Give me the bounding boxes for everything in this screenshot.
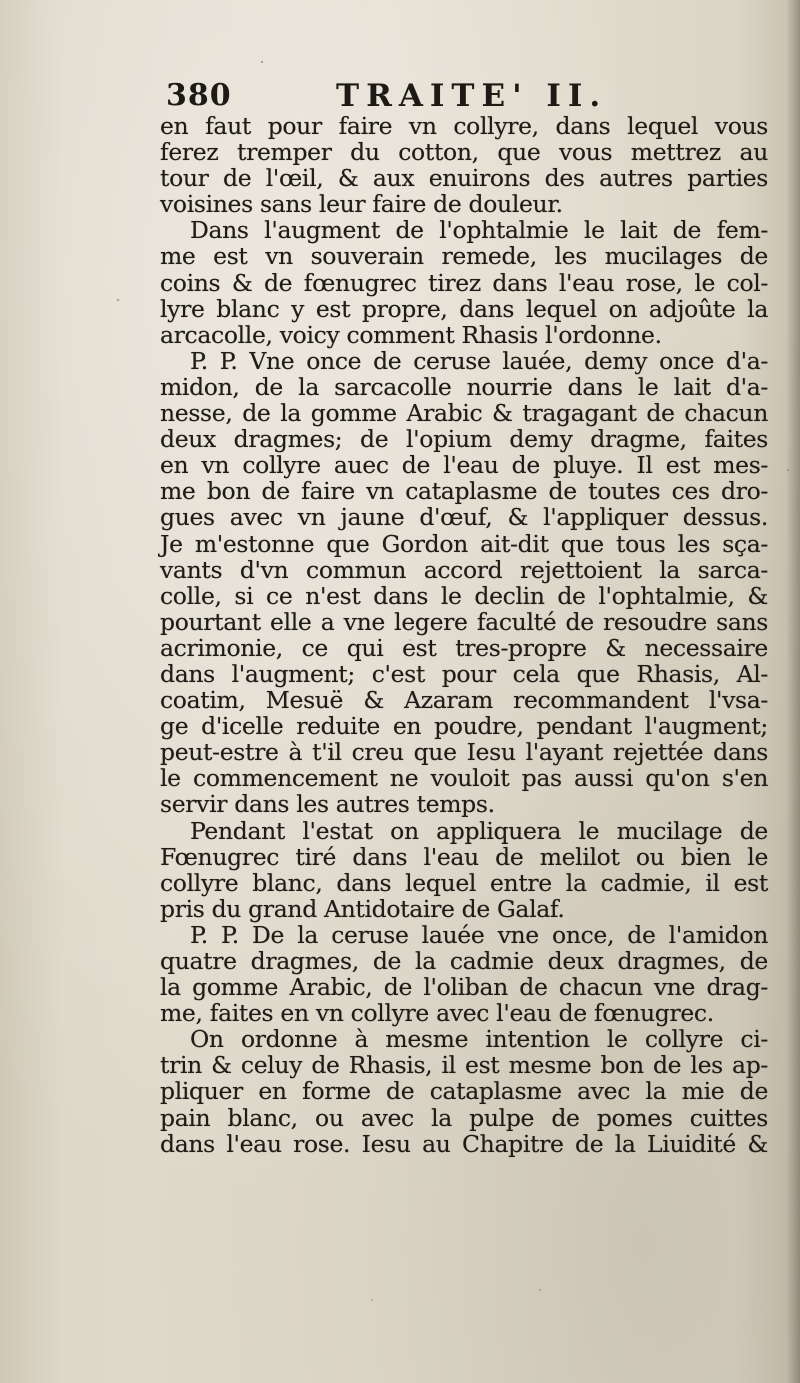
text-line: vants d'vn commun accord rejettoient la sarca- [160, 555, 768, 584]
text-line: P. P. De la ceruse lauée vne once, de l'amidon [190, 920, 768, 949]
text-line: dans l'eau rose. Iesu au Chapitre de la Liuidité & [160, 1129, 768, 1158]
text-line: ge d'icelle reduite en poudre, pendant l'augment; [160, 712, 768, 741]
text-line: lyre blanc y est propre, dans lequel on adjoûte la [160, 294, 768, 323]
text-line: gues avec vn jaune d'œuf, & l'appliquer dessus. [160, 503, 768, 532]
text-line: en vn collyre auec de l'eau de pluye. Il est mes- [160, 451, 768, 480]
text-line: me bon de faire vn cataplasme de toutes ces dro- [160, 477, 768, 506]
text-line: me est vn souverain remede, les mucilages de [160, 242, 768, 271]
text-line: en faut pour faire vn collyre, dans lequel vous [160, 112, 768, 140]
text-line: Je m'estonne que Gordon ait-dit que tous les sça- [160, 529, 768, 558]
text-line: nesse, de la gomme Arabic & tragagant de chacun [160, 399, 768, 428]
text-line: coins & de fœnugrec tirez dans l'eau rose, le col- [160, 268, 768, 297]
text-line: le commencement ne vouloit pas aussi qu'on s'en [160, 764, 768, 793]
running-title: TRAITE' II. [336, 78, 608, 114]
text-line: pris du grand Antidotaire de Galaf. [160, 894, 565, 923]
text-line: P. P. Vne once de ceruse lauée, demy once d'a- [190, 346, 768, 375]
text-line: arcacolle, voicy comment Rhasis l'ordonne. [160, 320, 662, 349]
text-line: me, faites en vn collyre avec l'eau de fœnugrec. [160, 999, 714, 1028]
text-line: Dans l'augment de l'ophtalmie le lait de fem- [190, 216, 768, 245]
text-line: Pendant l'estat on appliquera le mucilage de [190, 816, 768, 845]
text-line: On ordonne à mesme intention le collyre ci- [190, 1025, 768, 1054]
text-line: trin & celuy de Rhasis, il est mesme bon de les ap- [160, 1051, 768, 1080]
text-line: Fœnugrec tiré dans l'eau de melilot ou bien le [160, 842, 768, 871]
page-number: 380 [166, 78, 232, 113]
text-line: dans l'augment; c'est pour cela que Rhasis, Al- [160, 659, 768, 688]
text-line: pourtant elle a vne legere faculté de resoudre sans [160, 607, 768, 636]
text-line: voisines sans leur faire de douleur. [160, 190, 563, 219]
text-line: pain blanc, ou avec la pulpe de pomes cuittes [160, 1103, 768, 1132]
text-line: ferez tremper du cotton, que vous mettrez au [160, 138, 768, 167]
text-line: midon, de la sarcacolle nourrie dans le lait d'a- [160, 372, 768, 401]
text-line: colle, si ce n'est dans le declin de l'ophtalmie, & [160, 581, 768, 610]
body-text [160, 113, 768, 1157]
text-line: quatre dragmes, de la cadmie deux dragmes, de [160, 947, 768, 975]
text-line: deux dragmes; de l'opium demy dragme, faites [160, 425, 768, 454]
text-line: la gomme Arabic, de l'oliban de chacun vne drag- [160, 973, 768, 1002]
page-gutter-shadow [786, 0, 800, 1383]
text-line: collyre blanc, dans lequel entre la cadmie, il est [160, 868, 768, 897]
text-line: acrimonie, ce qui est tres-propre & necessaire [160, 633, 768, 662]
text-line: coatim, Mesuë & Azaram recommandent l'vsa- [160, 686, 768, 715]
text-line: servir dans les autres temps. [160, 790, 495, 819]
text-line: tour de l'œil, & aux enuirons des autres parties [160, 164, 768, 193]
text-line: peut-estre à t'il creu que Iesu l'ayant rejettée dans [160, 738, 768, 767]
text-line: pliquer en forme de cataplasme avec la mie de [160, 1077, 768, 1106]
